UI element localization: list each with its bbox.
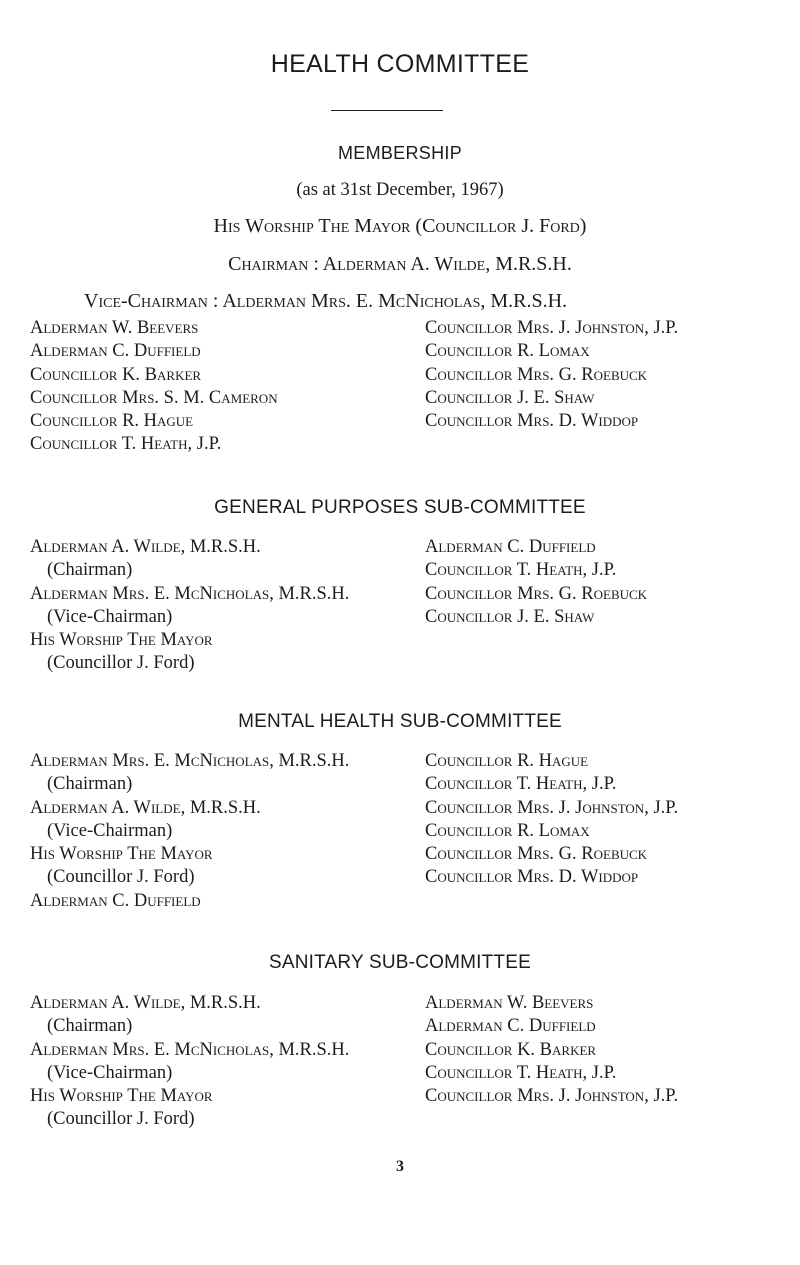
mental-health-right-list [425,750,678,890]
list-item: Councillor Mrs. G. Roebuck [425,583,648,604]
list-item: Alderman C. Duffield [425,537,596,557]
mayor-line: His Worship The Mayor (Councillor J. Ford) [213,215,587,237]
list-item: Alderman W. Beevers [425,993,594,1013]
membership-right-list [425,317,678,433]
list-item: Alderman Mrs. E. McNicholas, M.R.S.H. [30,751,350,771]
list-item: (Vice-Chairman) [47,820,173,841]
general-purposes-right-list [425,536,647,629]
vice-chairman-line: Vice-Chairman : Alderman Mrs. E. McNicholas, M.R.S.H. [84,290,568,312]
list-item: Councillor R. Hague [425,751,589,771]
list-item: Councillor Mrs. D. Widdop [425,867,639,888]
mental-health-heading: MENTAL HEALTH SUB-COMMITTEE [238,711,562,732]
list-item: Councillor J. E. Shaw [425,387,595,408]
list-item: Councillor T. Heath, J.P. [425,1062,617,1083]
as-at-date: (as at 31st December, 1967) [296,180,504,200]
title-rule [331,110,443,111]
membership-left-list [30,317,278,457]
general-purposes-left-list [30,536,349,676]
mental-health-left-list [30,750,349,913]
list-item: Alderman Mrs. E. McNicholas, M.R.S.H. [30,1039,350,1060]
list-item: Councillor Mrs. G. Roebuck [425,844,648,865]
list-item: Councillor T. Heath, J.P. [425,774,617,795]
list-item: Councillor Mrs. D. Widdop [425,411,639,432]
list-item: Councillor R. Hague [30,411,194,432]
list-item: Alderman A. Wilde, M.R.S.H. [30,537,261,557]
list-item: Councillor T. Heath, J.P. [30,434,222,455]
list-item: His Worship The Mayor [30,1086,213,1107]
list-item: Councillor R. Lomax [425,820,590,841]
list-item: Councillor K. Barker [30,364,202,385]
page-number: 3 [396,1158,404,1175]
sanitary-heading: SANITARY SUB-COMMITTEE [269,952,531,973]
list-item: Alderman C. Duffield [425,1016,596,1037]
list-item: (Councillor J. Ford) [47,1109,195,1130]
list-item: Councillor Mrs. S. M. Cameron [30,387,278,408]
list-item: Alderman C. Duffield [30,341,201,362]
list-item: (Councillor J. Ford) [47,653,195,674]
list-item: (Councillor J. Ford) [47,867,195,888]
list-item: (Vice-Chairman) [47,606,173,627]
list-item: (Chairman) [47,1016,133,1037]
list-item: Alderman A. Wilde, M.R.S.H. [30,797,261,818]
list-item: Alderman C. Duffield [30,890,201,911]
list-item: Councillor T. Heath, J.P. [425,560,617,581]
chairman-line: Chairman : Alderman A. Wilde, M.R.S.H. [228,253,572,275]
list-item: Alderman Mrs. E. McNicholas, M.R.S.H. [30,583,350,604]
list-item: (Chairman) [47,560,133,581]
general-purposes-heading: GENERAL PURPOSES SUB-COMMITTEE [214,497,586,518]
list-item: His Worship The Mayor [30,630,213,651]
list-item: Alderman W. Beevers [30,318,199,338]
list-item: (Chairman) [47,774,133,795]
list-item: (Vice-Chairman) [47,1062,173,1083]
page-title: HEALTH COMMITTEE [270,50,530,78]
membership-heading: MEMBERSHIP [337,143,463,163]
list-item: His Worship The Mayor [30,844,213,865]
list-item: Councillor J. E. Shaw [425,606,595,627]
list-item: Councillor Mrs. J. Johnston, J.P. [425,1086,679,1107]
sanitary-left-list [30,992,349,1132]
list-item: Councillor Mrs. J. Johnston, J.P. [425,318,679,338]
list-item: Councillor K. Barker [425,1039,597,1060]
list-item: Councillor Mrs. G. Roebuck [425,364,648,385]
list-item: Councillor Mrs. J. Johnston, J.P. [425,797,679,818]
list-item: Alderman A. Wilde, M.R.S.H. [30,993,261,1013]
list-item: Councillor R. Lomax [425,341,590,362]
sanitary-right-list [425,992,678,1108]
